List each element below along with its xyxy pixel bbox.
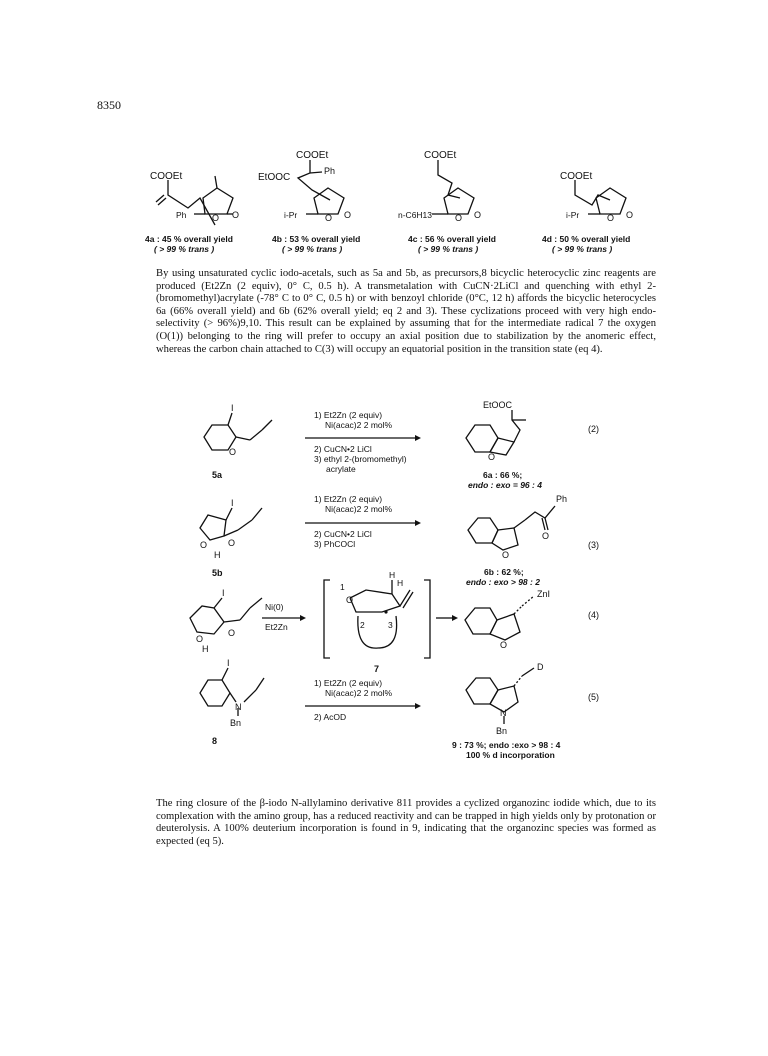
zinc-iodide-label: ZnI xyxy=(537,589,551,599)
yield-4d: 4d : 50 % overall yield xyxy=(542,234,631,244)
compound-4a-structure xyxy=(145,171,239,254)
compound-4b-structure xyxy=(258,150,360,254)
oxygen-label-1: O xyxy=(200,540,208,550)
equation-2 xyxy=(204,400,599,490)
paragraph-1-text: By using unsaturated cyclic iodo-acetals, such as 5a and 5b, as precursors,8 bicyclic heterocyclic zinc reagents are produced (Et2Zn (2 equiv), 0° C, 0.5 h). A transmetalation with CuCN·2LiCl and quenching with ethyl 2-(bromomethyl)acrylate (-78° C to 0° C, 0.5 h) or with benzoyl chloride (0°C, 12 h) affords the bicyclic heterocycles 6a (66% overall yield) and 6b (62% overall yield; eq 2 and 3). These cyclizations proceed with very high endo-selectivity (> 96%)9,10. This result can be explained by assuming that for the intermediate radical 7 the oxygen (O(1)) belonging to the ring will prefer to occupy an axial position due to stabilization by the anomeric effect, whereas the carbon chain attached to C(3) will occupy an equatorial position in the transition state (eq 4). xyxy=(156,268,656,355)
ts-hydrogen-1: H xyxy=(389,570,396,580)
oxygen-label-1: O xyxy=(196,634,204,644)
arrow-head xyxy=(415,703,421,709)
substituent-label: i-Pr xyxy=(284,210,298,220)
benzyl-label: Bn xyxy=(230,718,242,728)
product-ester: EtOOC xyxy=(483,400,513,410)
condition-1b: Ni(acac)2 2 mol% xyxy=(325,504,393,514)
iodo-label: I xyxy=(227,658,230,668)
iodo-label: I xyxy=(231,403,234,413)
condition-1: 1) Et2Zn (2 equiv) xyxy=(314,410,383,420)
ester-label: COOEt xyxy=(150,171,183,182)
equation-5 xyxy=(200,658,599,760)
hydrogen-label: H xyxy=(202,644,209,654)
yield-4a: 4a : 45 % overall yield xyxy=(145,234,233,244)
paragraph-1 xyxy=(156,268,656,356)
ts-label: 7 xyxy=(374,664,380,674)
start-material-label: 5a xyxy=(212,470,223,480)
carbonyl-oxygen: O xyxy=(344,210,352,220)
reagent-et2zn: Et2Zn xyxy=(265,622,288,632)
carbonyl-oxygen: O xyxy=(232,210,240,220)
product-nitrogen: N xyxy=(500,708,507,718)
ester-label: COOEt xyxy=(424,150,457,161)
ring-oxygen: O xyxy=(212,213,220,223)
condition-2: 2) CuCN•2 LiCl xyxy=(314,444,372,454)
substituent-label: Ph xyxy=(176,210,187,220)
ester-top-label: COOEt xyxy=(296,150,329,161)
condition-1: 1) Et2Zn (2 equiv) xyxy=(314,494,383,504)
condition-3: 3) PhCOCl xyxy=(314,539,356,549)
product-oxygen: O xyxy=(502,550,510,560)
selectivity-4d: ( > 99 % trans ) xyxy=(552,244,613,254)
ts-oxygen: O xyxy=(346,595,354,605)
equation-number: (4) xyxy=(588,610,599,620)
ts-position-2: 2 xyxy=(360,620,365,630)
compound-4d-structure xyxy=(542,171,633,254)
start-material-label: 8 xyxy=(212,736,218,746)
equation-number: (5) xyxy=(588,692,599,702)
iodo-label: I xyxy=(231,498,234,508)
ts-position-1: 1 xyxy=(340,582,345,592)
condition-2: 2) CuCN•2 LiCl xyxy=(314,529,372,539)
condition-1: 1) Et2Zn (2 equiv) xyxy=(314,678,383,688)
product-label: 9 : 73 %; endo :exo > 98 : 4 xyxy=(452,740,561,750)
ring-oxygen: O xyxy=(455,213,463,223)
ts-hydrogen-2: H xyxy=(397,578,404,588)
substituent-label: i-Pr xyxy=(566,210,580,220)
oxygen-label-2: O xyxy=(228,628,236,638)
product-incorporation: 100 % d incorporation xyxy=(466,750,555,760)
bracket-right xyxy=(424,580,430,658)
yield-4b: 4b : 53 % overall yield xyxy=(272,234,361,244)
substituent-label: n-C6H13 xyxy=(398,210,433,220)
equation-3 xyxy=(200,494,599,587)
product-label: 6a : 66 %; xyxy=(483,470,523,480)
oxygen-label: O xyxy=(229,447,237,457)
reagent-ni: Ni(0) xyxy=(265,602,284,612)
paragraph-2-text: The ring closure of the β-iodo N-allylamino derivative 811 provides a cyclized organozinc iodide which, due to its complexation with the amino group, has a reduced reactivity and can be trapped in high yields only by protonation or deuterolysis. A 100% deuterium incorporation is found in 9, indicating that the organozinc species was formed as expected (eq 5). xyxy=(156,798,656,847)
product-benzyl: Bn xyxy=(496,726,508,736)
condition-2: 2) AcOD xyxy=(314,712,347,722)
condition-3b: acrylate xyxy=(326,464,356,474)
selectivity-4b: ( > 99 % trans ) xyxy=(282,244,343,254)
ester-label: COOEt xyxy=(560,171,593,182)
equation-number: (2) xyxy=(588,424,599,434)
nitrogen-label: N xyxy=(235,702,242,712)
condition-3: 3) ethyl 2-(bromomethyl) xyxy=(314,454,407,464)
selectivity-4c: ( > 99 % trans ) xyxy=(418,244,479,254)
carbonyl-oxygen: O xyxy=(626,210,634,220)
ring-oxygen: O xyxy=(607,213,615,223)
product-oxygen: O xyxy=(500,640,508,650)
arrow-head-2 xyxy=(452,615,458,621)
carbonyl-oxygen: O xyxy=(474,210,482,220)
product-ratio: endo : exo > 98 : 2 xyxy=(466,577,540,587)
selectivity-4a: ( > 99 % trans ) xyxy=(154,244,215,254)
ketone-oxygen: O xyxy=(542,531,550,541)
iodo-label: I xyxy=(222,588,225,598)
condition-1b: Ni(acac)2 2 mol% xyxy=(325,688,393,698)
ester-left-label: EtOOC xyxy=(258,172,291,183)
equation-number: (3) xyxy=(588,540,599,550)
product-ratio: endo : exo = 96 : 4 xyxy=(468,480,542,490)
yield-4c: 4c : 56 % overall yield xyxy=(408,234,496,244)
paragraph-2 xyxy=(156,798,656,848)
deuterium-label: D xyxy=(537,662,544,672)
condition-1b: Ni(acac)2 2 mol% xyxy=(325,420,393,430)
product-phenyl: Ph xyxy=(556,494,568,504)
ts-position-3: 3 xyxy=(388,620,393,630)
product-oxygen: O xyxy=(488,452,496,462)
product-label: 6b : 62 %; xyxy=(484,567,524,577)
arrow-head xyxy=(415,435,421,441)
bracket-left xyxy=(324,580,330,658)
arrow-head xyxy=(415,520,421,526)
hydrogen-label: H xyxy=(214,550,221,560)
page-number: 8350 xyxy=(97,98,121,112)
start-material-label: 5b xyxy=(212,568,223,578)
phenyl-label: Ph xyxy=(324,166,336,176)
compound-4c-structure xyxy=(398,150,496,254)
oxygen-label-2: O xyxy=(228,538,236,548)
ring-oxygen: O xyxy=(325,213,333,223)
arrow-head xyxy=(300,615,306,621)
